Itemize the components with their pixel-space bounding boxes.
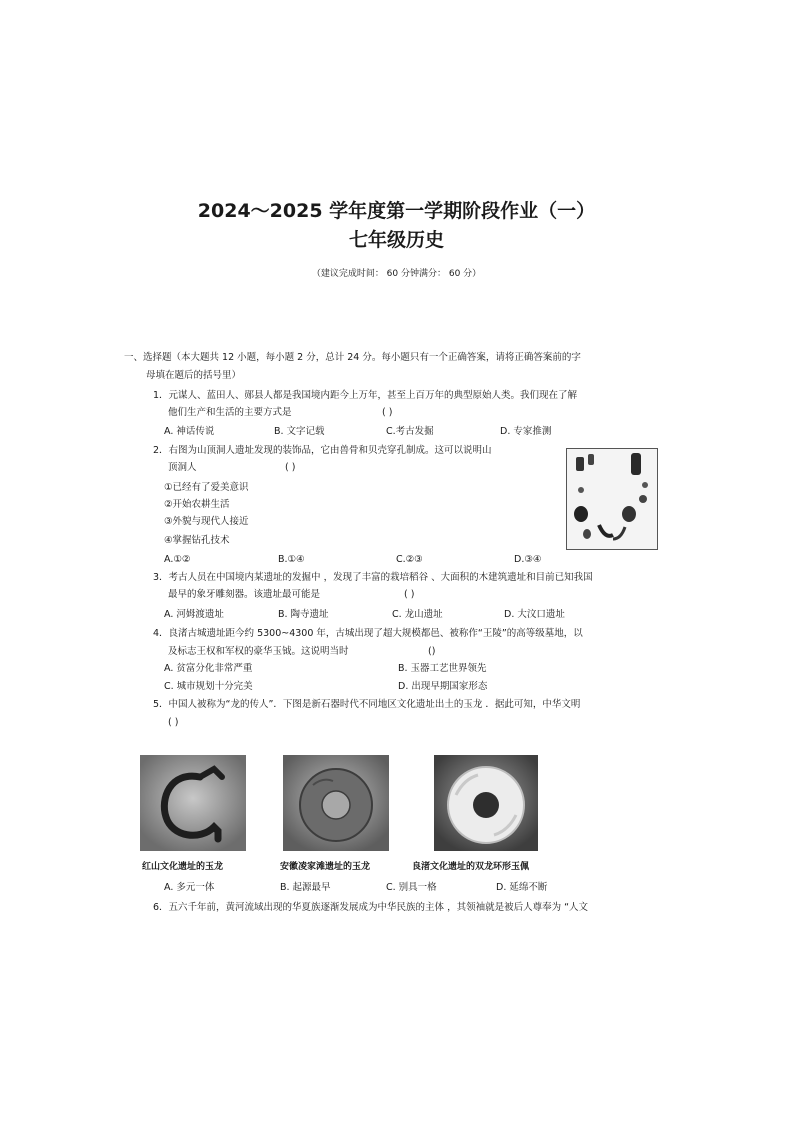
q1-answer-bracket: ( ) — [382, 407, 393, 418]
ornaments-photo — [566, 448, 658, 550]
section-heading-cont: 母填在题后的括号里） — [146, 370, 242, 381]
q3-stem: 3．考古人员在中国境内某遗址的发掘中 ，发现了丰富的栽培稻谷 、大面积的木建筑遗址和目前已知我国 — [153, 572, 593, 583]
q4-stem-cont: 及标志王权和军权的豪华玉钺。这说明当时 — [168, 646, 349, 657]
q1-option-d: D. 专家推测 — [500, 426, 552, 437]
q3-option-d: D. 大汶口遗址 — [504, 609, 565, 620]
q2-item-2: ②开始农耕生活 — [164, 499, 230, 510]
q5-option-d: D. 延绵不断 — [496, 882, 548, 893]
q2-answer-bracket: ( ) — [285, 462, 296, 473]
q4-answer-bracket: () — [428, 646, 436, 657]
time-note: （建议完成时间： 60 分钟满分： 60 分） — [311, 269, 482, 279]
q4-option-c: C. 城市规划十分完美 — [164, 681, 253, 692]
q3-answer-bracket: ( ) — [404, 589, 415, 600]
q5-option-b: B. 起源最早 — [280, 882, 331, 893]
q3-stem-cont: 最早的象牙雕刻器。该遗址最可能是 — [168, 589, 321, 600]
q6-stem: 6．五六千年前，黄河流域出现的华夏族逐渐发展成为中华民族的主体 ，其领袖就是被后人尊奉为 “人文 — [153, 902, 589, 913]
caption-lingjiatan: 安徽凌家滩遗址的玉龙 — [280, 862, 371, 872]
q4-option-d: D. 出现早期国家形态 — [398, 681, 488, 692]
q2-option-c: C.②③ — [396, 554, 423, 565]
q3-option-a: A. 河姆渡遗址 — [164, 609, 224, 620]
q4-option-b: B. 玉器工艺世界领先 — [398, 663, 487, 674]
q2-option-a: A.①② — [164, 554, 191, 565]
q1-option-a: A. 神话传说 — [164, 426, 215, 437]
q2-item-3: ③外貌与现代人接近 — [164, 516, 249, 527]
q5-answer-bracket: ( ) — [168, 717, 179, 728]
q2-stem: 2．右图为山顶洞人遗址发现的装饰品，它由兽骨和贝壳穿孔制成。这可以说明山 — [153, 445, 492, 456]
q2-option-b: B.①④ — [278, 554, 305, 565]
q4-stem: 4．良渚古城遗址距今约 5300~4300 年，古城出现了超大规模都邑、被称作“王陵”的高等级墓地，以 — [153, 628, 583, 639]
hongshan-jade-dragon-photo — [140, 755, 246, 851]
q1-stem-cont: 他们生产和生活的主要方式是 — [168, 407, 292, 418]
q4-option-a: A. 贫富分化非常严重 — [164, 663, 253, 674]
lingjiatan-jade-dragon-photo — [283, 755, 389, 851]
caption-hongshan: 红山文化遗址的玉龙 — [142, 862, 224, 872]
caption-liangzhu: 良渚文化遗址的双龙环形玉佩 — [412, 862, 530, 872]
section-heading: 一、选择题（本大题共 12 小题，每小题 2 分，总计 24 分。每小题只有一个正确答案，请将正确答案前的字 — [124, 352, 581, 363]
q3-option-b: B. 陶寺遗址 — [278, 609, 329, 620]
page-title: 2024～2025 学年度第一学期阶段作业（一） — [197, 200, 596, 222]
q2-option-d: D.③④ — [514, 554, 542, 565]
q5-stem: 5．中国人被称为“龙的传人”．下图是新石器时代不同地区文化遗址出土的玉龙 ．据此可知，中华文明 — [153, 699, 581, 710]
q5-option-c: C. 别具一格 — [386, 882, 437, 893]
q1-stem: 1．元谋人、蓝田人、郧县人都是我国境内距今上万年，甚至上百万年的典型原始人类。我们现在了解 — [153, 390, 578, 401]
q2-stem-cont: 顶洞人 — [168, 462, 197, 473]
q1-option-c: C.考古发掘 — [386, 426, 434, 437]
q2-item-4: ④掌握钻孔技术 — [164, 535, 230, 546]
q2-item-1: ①已经有了爱美意识 — [164, 482, 249, 493]
liangzhu-double-dragon-pendant-photo — [434, 755, 538, 851]
q3-option-c: C. 龙山遗址 — [392, 609, 443, 620]
q5-option-a: A. 多元一体 — [164, 882, 215, 893]
subject-title: 七年级历史 — [348, 229, 444, 251]
q1-option-b: B. 文字记载 — [274, 426, 325, 437]
